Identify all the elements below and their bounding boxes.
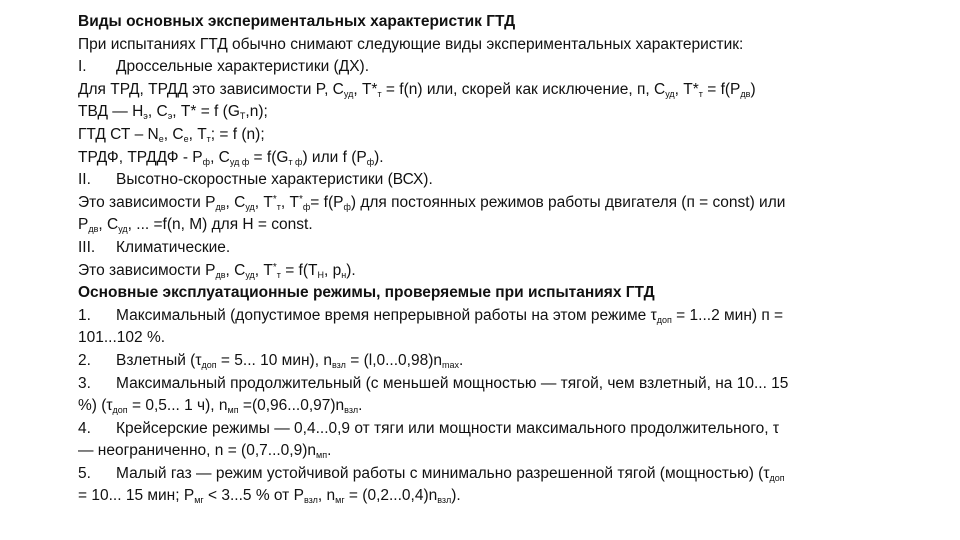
- text-run: Р: [78, 216, 89, 234]
- text-run: ).: [451, 487, 461, 505]
- text-run: .: [327, 442, 332, 460]
- line-vsx-2: [78, 214, 928, 237]
- text-run: ) для постоянных режимов работы двигателя (п = const) или: [350, 193, 786, 211]
- item-throttle: [78, 56, 928, 79]
- subscript: Т: [239, 111, 246, 122]
- text-run: , T*: [674, 80, 699, 98]
- slide-text: [78, 11, 928, 508]
- intro-line: При испытаниях ГТД обычно снимают следующие виды экспериментальных характеристик:: [78, 35, 744, 53]
- text-run: Максимальный продолжительный (с меньшей мощностью — тягой, чем взлетный, на 10... 15: [116, 374, 789, 392]
- subscript: уд: [665, 88, 675, 99]
- subscript: т: [698, 88, 703, 99]
- subscript: уд: [245, 201, 255, 212]
- mode-4-cont: [78, 440, 928, 463]
- item-text: Высотно-скоростные характеристики (ВСХ).: [116, 171, 433, 189]
- mode-3: [78, 373, 928, 396]
- subscript: дв: [740, 88, 751, 99]
- item-climatic: [78, 237, 928, 260]
- subscript: ф: [366, 156, 375, 167]
- subscript: уд: [245, 269, 255, 280]
- item-number: 1.: [78, 306, 91, 324]
- line-tvd: [78, 101, 928, 124]
- subscript: доп: [656, 314, 672, 325]
- subscript: дв: [215, 269, 226, 280]
- text-run: Малый газ — режим устойчивой работы с минимально разрешенной тягой (мощностью) (τ: [116, 464, 770, 482]
- heading-modes: Основные эксплуатационные режимы, проверяемые при испытаниях ГТД: [78, 284, 655, 302]
- text-run: Это зависимости Р: [78, 193, 216, 211]
- line-trd: [78, 79, 928, 102]
- item-number: 3.: [78, 374, 91, 392]
- text-run: Взлетный (τ: [116, 351, 202, 369]
- subscript: дв: [215, 201, 226, 212]
- item-text: Климатические.: [116, 238, 231, 256]
- line-trdf: [78, 147, 928, 170]
- mode-4: [78, 418, 928, 441]
- subscript: ф: [202, 156, 211, 167]
- heading-characteristics: Виды основных экспериментальных характеристик ГТД: [78, 13, 516, 30]
- text-run: Максимальный (допустимое время непрерывной работы на этом режиме τ: [116, 306, 657, 324]
- subscript: т: [377, 88, 382, 99]
- text-run: , T* = f (G: [172, 103, 240, 121]
- subscript: взл: [344, 405, 359, 416]
- line-climatic: [78, 260, 928, 283]
- subscript: э: [167, 111, 173, 122]
- subscript: т: [276, 269, 281, 280]
- subscript: Н: [317, 269, 324, 280]
- text-run: — неограниченно, n = (0,7...0,9)n: [78, 442, 317, 460]
- mode-2: [78, 350, 928, 373]
- text-run: = (l,0...0,98)n: [345, 351, 442, 369]
- subscript: доп: [112, 405, 128, 416]
- text-run: = 0,5... 1 ч), n: [127, 397, 228, 415]
- text-run: ).: [346, 261, 356, 279]
- text-run: , T*: [353, 80, 378, 98]
- item-number: 2.: [78, 351, 91, 369]
- text-run: , ... =f(n, M) для Н = const.: [127, 216, 313, 234]
- text-run: = f(G: [249, 148, 289, 166]
- text-run: , C: [163, 125, 184, 143]
- line-vsx-1: [78, 192, 928, 215]
- line-gtd-st: [78, 124, 928, 147]
- subscript: т ф: [288, 156, 303, 167]
- text-run: , С: [98, 216, 119, 234]
- subscript: ф: [343, 201, 351, 212]
- text-run: , С: [225, 193, 246, 211]
- text-run: , р: [324, 261, 342, 279]
- subscript: мг: [335, 495, 345, 506]
- subscript: н: [341, 269, 347, 280]
- text-run: = 1...2 мин) п =: [671, 306, 784, 324]
- text-run: ) или f (Р: [302, 148, 367, 166]
- item-altitude-speed: [78, 169, 928, 192]
- subscript: max: [442, 359, 460, 370]
- text-run: ,n);: [245, 103, 268, 121]
- item-number: II.: [78, 171, 91, 189]
- subscript: е: [158, 133, 164, 144]
- text-run: , Т: [280, 193, 299, 211]
- mode-1: [78, 305, 928, 328]
- text-run: = f(Р: [310, 193, 344, 211]
- text-run: , C: [147, 103, 168, 121]
- mode-3-cont: [78, 395, 928, 418]
- subscript: уд ф: [229, 156, 250, 167]
- text-run: , Т: [254, 193, 273, 211]
- text-run: ГТД СТ – N: [78, 125, 159, 143]
- text-run: ).: [374, 148, 384, 166]
- subscript: взл: [331, 359, 346, 370]
- text-run: ; = f (n);: [210, 125, 265, 143]
- text-run: ТРДФ, ТРДДФ - Р: [78, 148, 203, 166]
- text-run: Крейсерские режимы — 0,4...0,9 от тяги или мощности максимального продолжительного, τ: [116, 419, 779, 437]
- text-run: < 3...5 % от Р: [203, 487, 304, 505]
- subscript: уд: [343, 88, 354, 99]
- superscript: *: [272, 261, 277, 273]
- subscript: взл: [437, 495, 452, 506]
- text-run: , С: [225, 261, 246, 279]
- subscript: т: [276, 201, 281, 212]
- subscript: взл: [303, 495, 318, 506]
- text-run: ТВД — Н: [78, 103, 144, 121]
- text-run: = 5... 10 мин), n: [216, 351, 332, 369]
- item-number: 5.: [78, 464, 91, 482]
- text-run: , n: [317, 487, 336, 505]
- text-run: = f(Т: [280, 261, 318, 279]
- text-run: , С: [210, 148, 230, 166]
- mode-1-cont: 101...102 %.: [78, 329, 166, 347]
- subscript: т: [206, 133, 211, 144]
- superscript: *: [298, 193, 303, 205]
- text-run: = f(n) или, скорей как исключение, п, C: [381, 80, 666, 98]
- item-number: III.: [78, 238, 96, 256]
- text-run: ): [750, 80, 756, 98]
- text-run: .: [459, 351, 464, 369]
- subscript: ф: [302, 201, 311, 212]
- text-run: =(0,96...0,97)n: [238, 397, 345, 415]
- subscript: доп: [201, 359, 217, 370]
- subscript: мп: [316, 450, 328, 461]
- text-run: Для ТРД, ТРДД это зависимости P, C: [78, 80, 344, 98]
- text-run: , T: [188, 125, 207, 143]
- text-run: = f(P: [702, 80, 741, 98]
- superscript: *: [272, 193, 277, 205]
- item-number: I.: [78, 58, 87, 76]
- subscript: э: [143, 111, 148, 122]
- subscript: доп: [769, 472, 785, 483]
- subscript: уд: [118, 224, 128, 235]
- text-run: , Т: [254, 261, 273, 279]
- mode-5: [78, 463, 928, 486]
- text-run: = 10... 15 мин; Р: [78, 487, 195, 505]
- subscript: дв: [88, 224, 99, 235]
- text-run: .: [358, 397, 363, 415]
- mode-5-cont: [78, 485, 928, 508]
- subscript: мп: [227, 405, 239, 416]
- item-number: 4.: [78, 419, 91, 437]
- text-run: Это зависимости Р: [78, 261, 216, 279]
- subscript: мг: [194, 495, 204, 506]
- subscript: е: [183, 133, 189, 144]
- item-text: Дроссельные характеристики (ДХ).: [116, 58, 370, 76]
- text-run: = (0,2...0,4)n: [344, 487, 438, 505]
- text-run: %) (τ: [78, 397, 113, 415]
